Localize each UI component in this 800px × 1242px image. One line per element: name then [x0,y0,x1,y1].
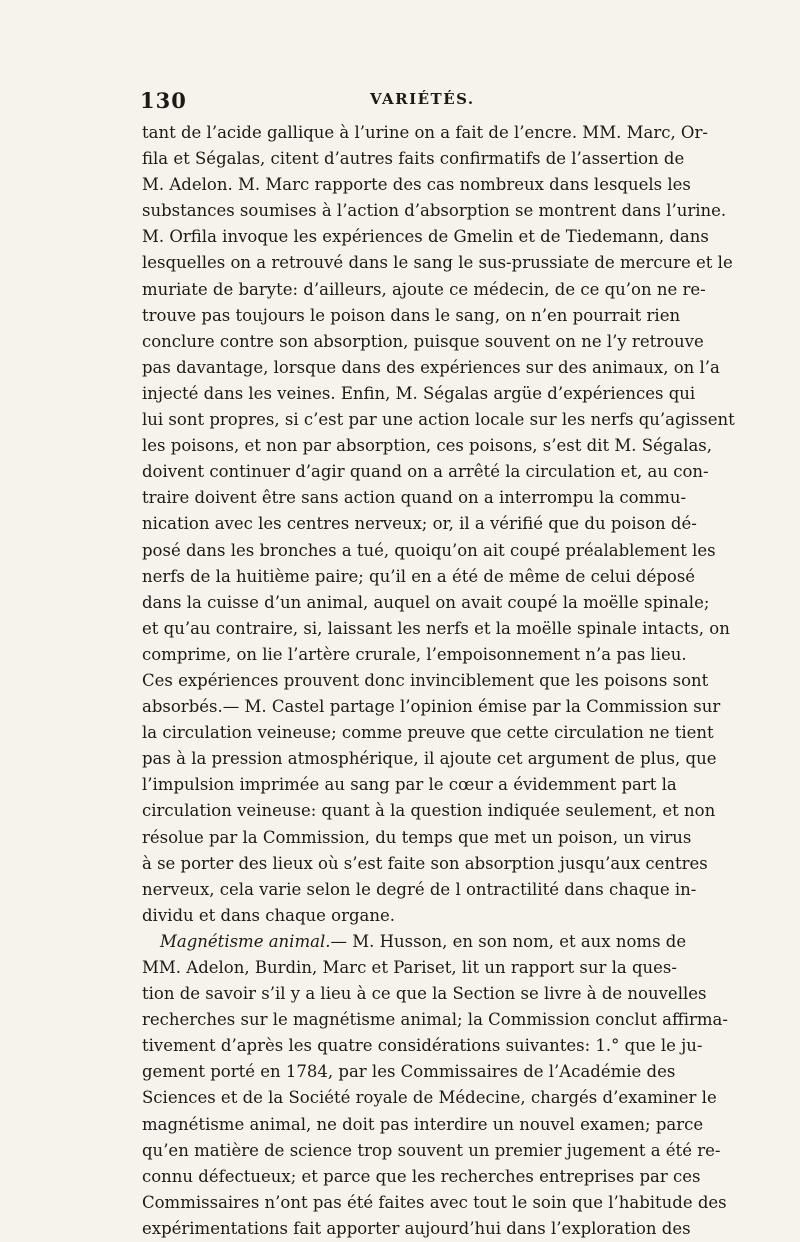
line-text: tivement d’après les quatre considérations suivantes: 1.° que le ju- [142,1036,703,1056]
text-line [142,1164,701,1190]
page-header [140,88,665,112]
line-text: les poisons, et non par absorption, ces poisons, s’est dit M. Ségalas, [142,436,713,456]
text-line [142,1059,676,1085]
text-line [142,851,708,877]
text-line [142,1216,691,1242]
line-text: et qu’au contraire, si, laissant les nerfs et la moëlle spinale intacts, on [142,618,730,638]
line-text: traire doivent être sans action quand on a interrompu la commu- [142,488,687,508]
line-text: résolue par la Commission, du temps que met un poison, un virus [142,827,692,847]
line-text: — M. Husson, en son nom, et aux noms de [330,931,687,951]
line-text: qu’en matière de science trop souvent un premier jugement a été re- [142,1140,721,1160]
line-text: magnétisme animal, ne doit pas interdire un nouvel examen; parce [142,1114,704,1134]
text-line [142,303,681,329]
line-text: dividu et dans chaque organe. [142,905,396,925]
text-line [142,877,697,903]
line-text: connu défectueux; et parce que les recherches entreprises par ces [142,1166,701,1186]
text-line [142,772,677,798]
line-text: circulation veineuse: quant à la question indiquée seulement, et non [142,801,716,821]
text-line [142,1033,703,1059]
text-line [142,224,709,250]
section-heading: Magnétisme animal. [160,931,331,951]
text-line [142,981,707,1007]
line-text: muriate de baryte: d’ailleurs, ajoute ce médecin, de ce qu’on ne re- [142,279,706,299]
line-text: pas davantage, lorsque dans des expériences sur des animaux, on l’a [142,357,720,377]
text-line [142,277,706,303]
text-line [142,929,687,955]
line-text: lesquelles on a retrouvé dans le sang le sus-prussiate de mercure et le [142,253,733,273]
text-line [142,590,710,616]
text-line [142,120,708,146]
line-text: comprime, on lie l’artère crurale, l’empoisonnement n’a pas lieu. [142,644,687,664]
text-line [142,329,704,355]
line-text: M. Adelon. M. Marc rapporte des cas nombreux dans lesquels les [142,175,691,195]
text-line [142,694,721,720]
line-text: M. Orfila invoque les expériences de Gmelin et de Tiedemann, dans [142,227,709,247]
line-text: Commissaires n’ont pas été faites avec tout le soin que l’habitude des [142,1192,727,1212]
text-line [142,642,687,668]
line-text: trouve pas toujours le poison dans le sang, on n’en pourrait rien [142,305,681,325]
text-line [142,825,692,851]
text-line [142,1085,717,1111]
line-text: injecté dans les veines. Enfin, M. Ségalas argüe d’expériences qui [142,383,696,403]
text-line [142,798,716,824]
text-line [142,1112,704,1138]
line-text: l’impulsion imprimée au sang par le cœur a évidemment part la [142,775,677,795]
line-text: lui sont propres, si c’est par une action locale sur les nerfs qu’agissent [142,410,735,430]
text-line [142,433,713,459]
line-text: MM. Adelon, Burdin, Marc et Pariset, lit un rapport sur la ques- [142,958,677,977]
text-line [142,746,717,772]
line-text: nerveux, cela varie selon le degré de l ontractilité dans chaque in- [142,879,697,899]
body-text [142,120,735,1242]
text-line [142,146,685,172]
line-text: absorbés.— M. Castel partage l’opinion émise par la Commission sur [142,697,721,717]
line-text: fila et Ségalas, citent d’autres faits confirmatifs de l’assertion de [142,149,685,169]
page-number: 130 [140,88,187,113]
text-line [142,1190,727,1216]
text-line [142,459,709,485]
line-text: à se porter des lieux où s’est faite son absorption jusqu’aux centres [142,853,708,873]
line-text: Sciences et de la Société royale de Médecine, chargés d’examiner le [142,1088,717,1108]
text-line [142,1138,721,1164]
line-text: substances soumises à l’action d’absorption se montrent dans l’urine. [142,201,727,221]
text-line [142,511,697,537]
line-text: conclure contre son absorption, puisque souvent on ne l’y retrouve [142,331,704,351]
line-text: gement porté en 1784, par les Commissaires de l’Académie des [142,1062,676,1082]
line-text: tant de l’acide gallique à l’urine on a fait de l’encre. MM. Marc, Or- [142,123,708,142]
line-text: tion de savoir s’il y a lieu à ce que la Section se livre à de nouvelles [142,984,707,1004]
text-line [142,720,714,746]
text-line [142,668,709,694]
line-text: recherches sur le magnétisme animal; la Commission conclut affirma- [142,1010,728,1030]
text-line [142,564,696,590]
line-text: doivent continuer d’agir quand on a arrêté la circulation et, au con- [142,462,709,482]
text-line [142,381,696,407]
line-text: expérimentations fait apporter aujourd’hui dans l’exploration des [142,1218,691,1238]
text-line [142,616,730,642]
text-line [142,172,691,198]
text-line [142,485,687,511]
text-line [142,1007,728,1033]
line-text: la circulation veineuse; comme preuve que cette circulation ne tient [142,723,714,743]
line-text: posé dans les bronches a tué, quoiqu’on ait coupé préalablement les [142,540,716,560]
line-text: nerfs de la huitième paire; qu’il en a été de même de celui déposé [142,566,696,586]
line-text: pas à la pression atmosphérique, il ajoute cet argument de plus, que [142,749,717,769]
text-line [142,355,720,381]
text-line [142,903,655,929]
text-line [142,250,733,276]
line-text: Ces expériences prouvent donc invinciblement que les poisons sont [142,670,709,690]
line-text: nication avec les centres nerveux; or, il a vérifié que du poison dé- [142,514,697,534]
text-line [142,955,677,981]
running-title: VARIÉTÉS. [370,90,475,108]
text-line [142,407,735,433]
text-line [142,538,716,564]
text-line [142,198,727,224]
line-text: dans la cuisse d’un animal, auquel on avait coupé la moëlle spinale; [142,592,710,612]
